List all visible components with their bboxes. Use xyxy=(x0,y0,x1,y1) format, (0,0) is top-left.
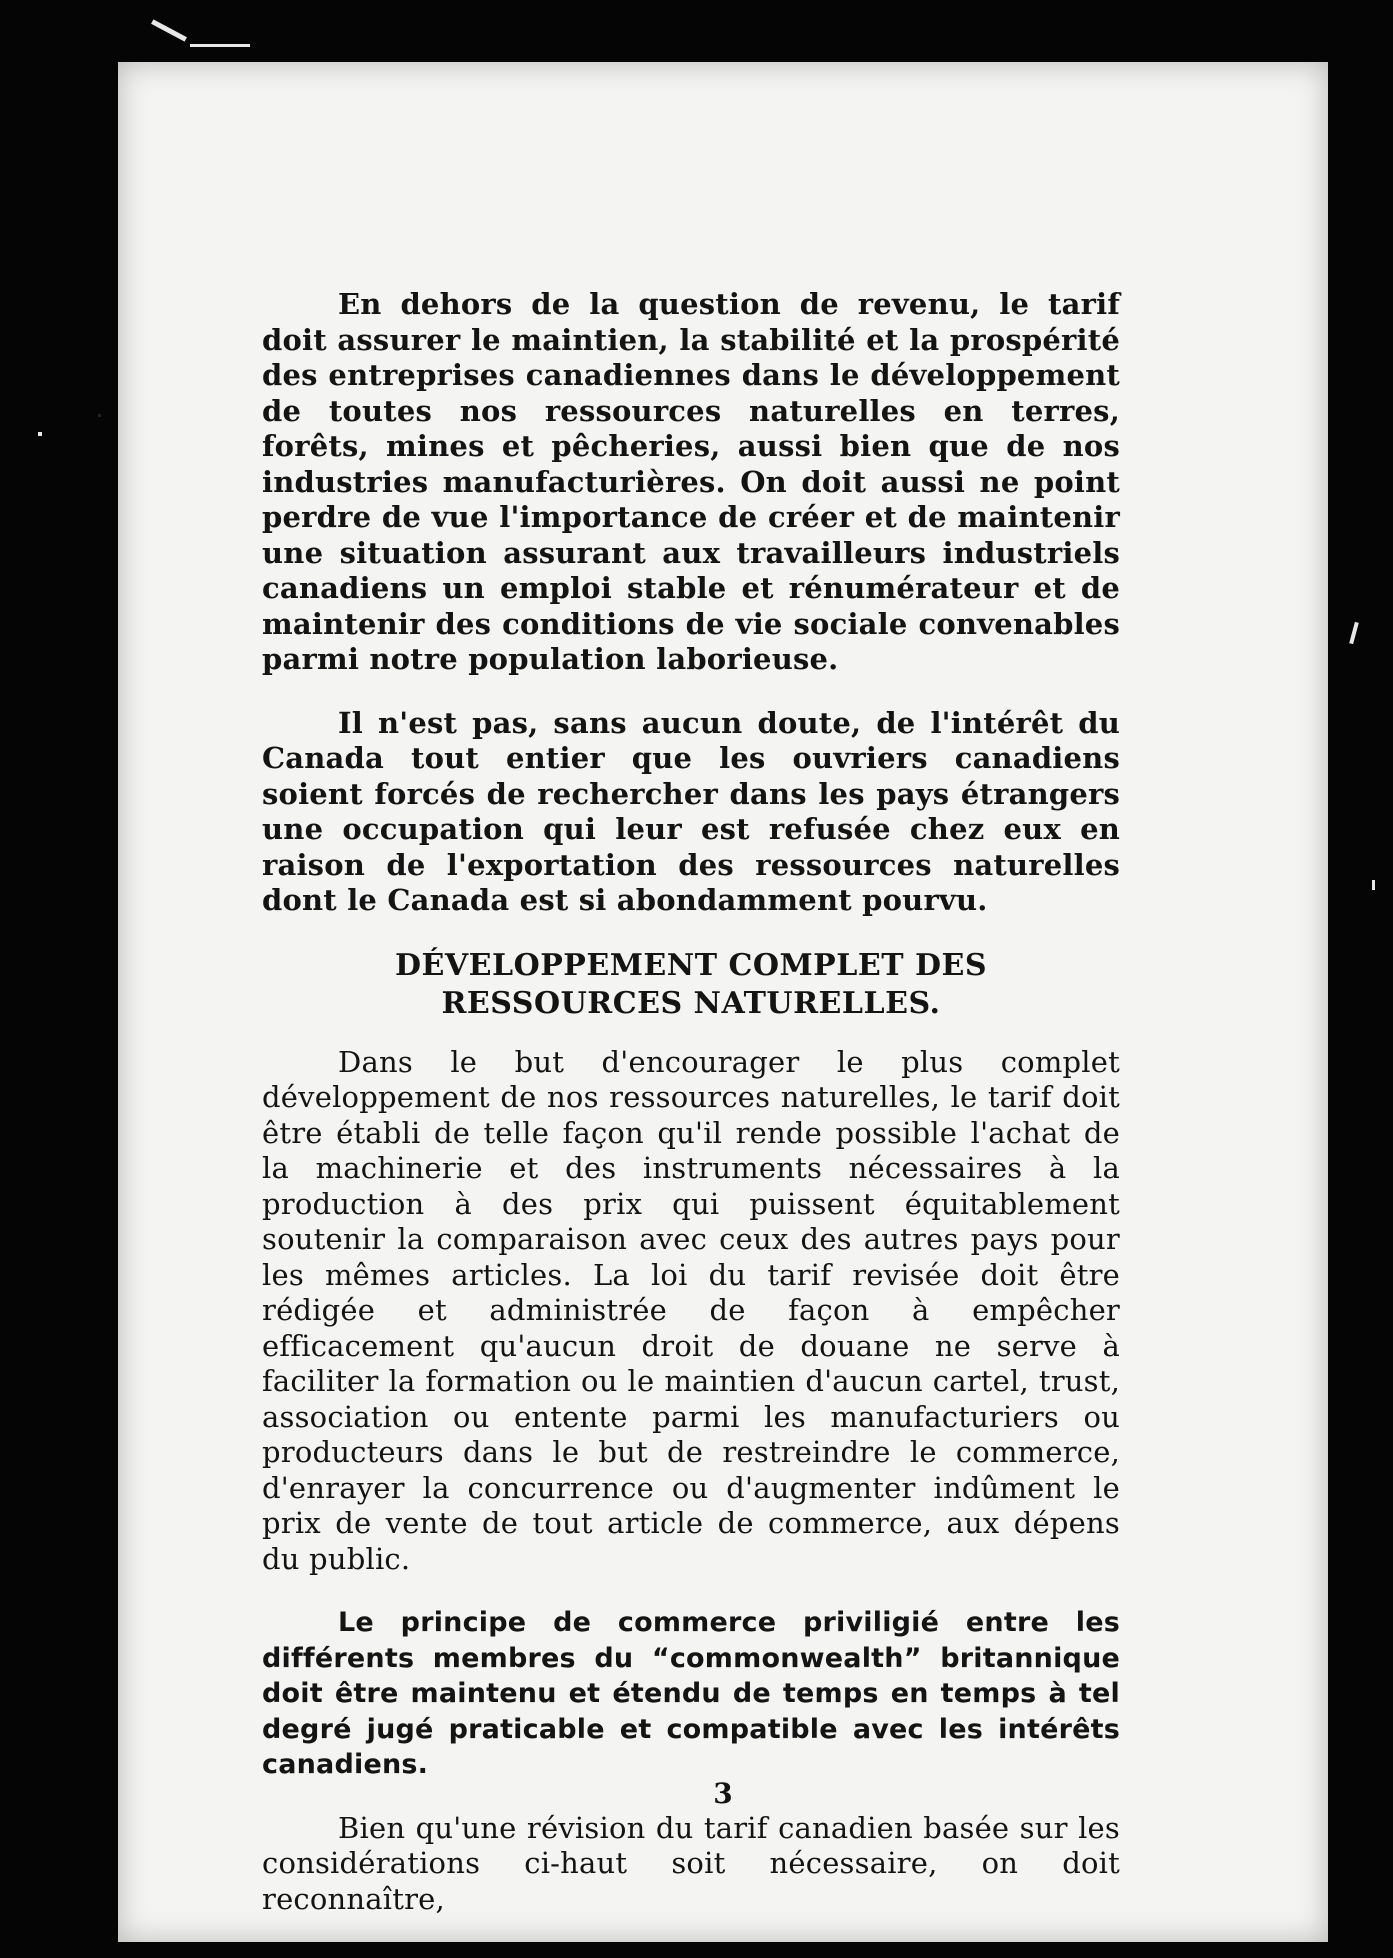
page-number: 3 xyxy=(713,1777,733,1810)
section-heading xyxy=(262,947,1120,1023)
paragraph-tariff-objectives: En dehors de la question de revenu, le tarif doit assurer le maintien, la stabilité et la prospérité des entreprises canadiennes dans le développement de toutes nos ressources naturelles en terres, forêts, mines et pêcheries, aussi bien que de nos industries manufacturières. On doit aussi ne point perdre de vue l'importance de créer et de maintenir une situation assurant aux travailleurs industriels canadiens un emploi stable et rénumérateur et de maintenir des conditions de vie sociale convenables parmi notre population laborieuse. xyxy=(262,287,1120,676)
paragraph-resource-development: Dans le but d'encourager le plus complet développement de nos ressources naturelles, le tarif doit être établi de telle façon qu'il rende possible l'achat de la machinerie et des instruments nécessaires à la production à des prix qui puissent équitablement soutenir la comparaison avec ceux des autres pays pour les mêmes articles. La loi du tarif revisée doit être rédigée et administrée de façon à empêcher efficacement qu'aucun droit de douane ne serve à faciliter la formation ou le maintien d'aucun cartel, trust, association ou entente parmi les manufacturiers ou producteurs dans le but de restreindre le commerce, d'enrayer la concurrence ou d'augmenter indûment le prix de vente de tout article de commerce, aux dépens du public. xyxy=(262,1044,1120,1576)
paragraph-workers-interest: Il n'est pas, sans aucun doute, de l'intérêt du Canada tout entier que les ouvriers canadiens soient forcés de rechercher dans les pays étrangers une occupation qui leur est refusée chez eux en raison de l'exportation des ressources naturelles dont le Canada est si abondamment pourvu. xyxy=(262,705,1120,917)
section-heading-line-2: RESSOURCES NATURELLES. xyxy=(441,985,941,1021)
scan-artifact xyxy=(38,432,42,436)
scan-artifact xyxy=(1372,880,1375,890)
scan-artifact xyxy=(190,44,250,47)
document-page xyxy=(118,62,1328,1942)
scan-artifact xyxy=(98,414,101,417)
text-column xyxy=(262,287,1120,1945)
scan-artifact xyxy=(151,19,187,41)
paragraph-tariff-revision: Bien qu'une révision du tarif canadien basée sur les considérations ci-haut soit nécessaire, on doit reconnaître, xyxy=(262,1810,1120,1916)
scan-artifact xyxy=(1349,622,1359,644)
paragraph-commonwealth-trade: Le principe de commerce priviligié entre les différents membres du “commonwealth” britannique doit être maintenu et étendu de temps en temps à tel degré jugé praticable et compatible avec les intérêts canadiens. xyxy=(262,1607,1120,1780)
section-heading-line-1: DÉVELOPPEMENT COMPLET DES xyxy=(394,947,988,983)
